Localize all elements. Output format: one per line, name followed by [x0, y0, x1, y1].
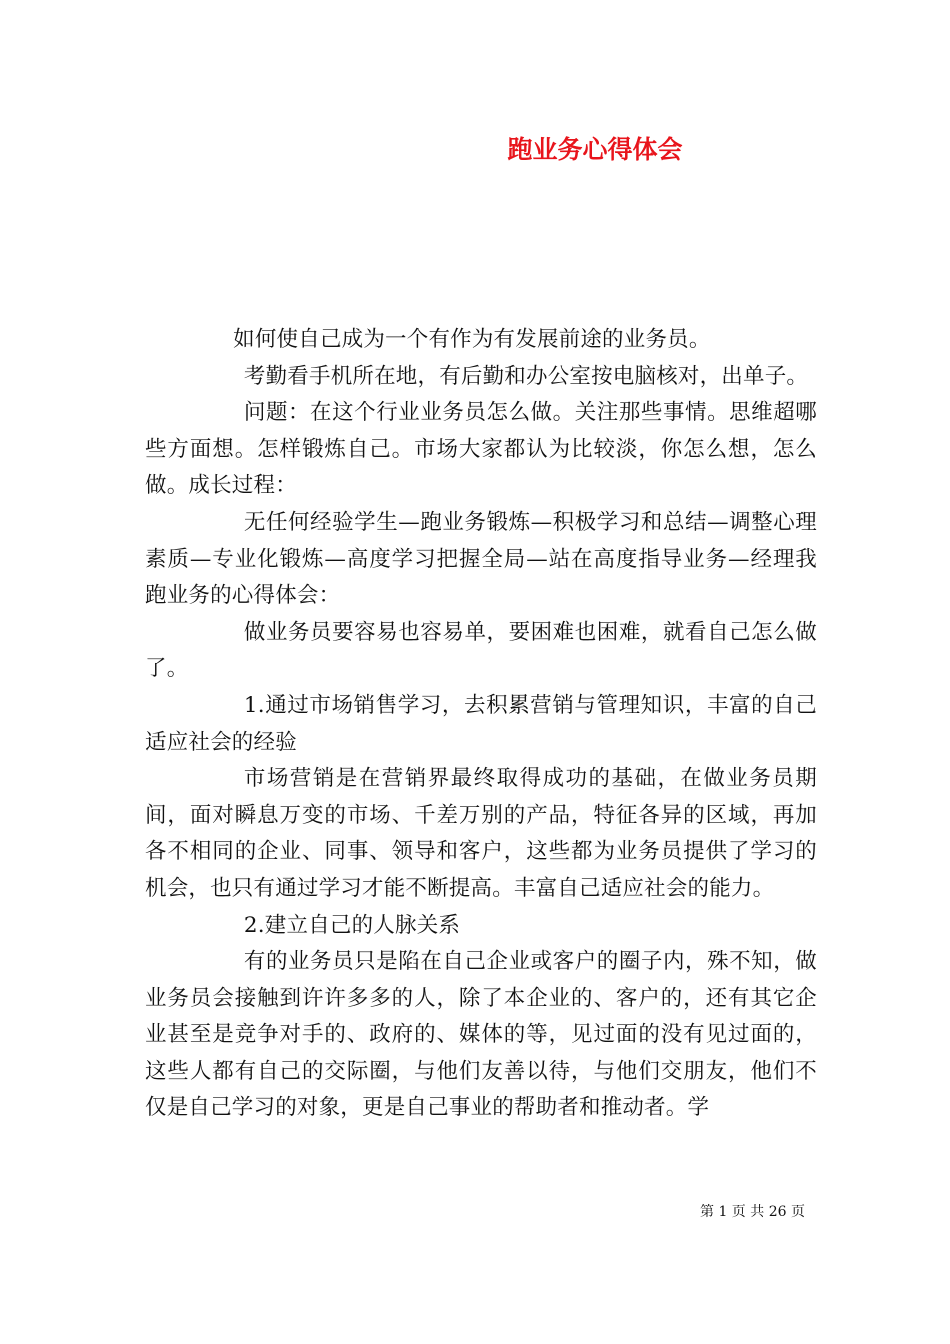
paragraph: 2.建立自己的人脉关系	[243, 912, 461, 938]
paragraph: 无任何经验学生—跑业务锻炼—积极学习和总结—调整心理素质—专业化锻炼—高度学习把握全局—站在高度指导业务—经理我跑业务的心得体会：	[145, 509, 817, 609]
paragraph: 如何使自己成为一个有作为有发展前途的业务员。	[233, 327, 711, 352]
document-title: 跑业务心得体会	[507, 135, 683, 164]
paragraph: 考勤看手机所在地，有后勤和办公室按电脑核对，出单子。	[243, 363, 809, 389]
paragraph: 1.通过市场销售学习，去积累营销与管理知识，丰富的自己适应社会的经验	[145, 692, 817, 755]
page-number-footer: 第 1 页 共 26 页	[700, 1204, 805, 1220]
document-body	[145, 322, 817, 1127]
paragraph: 有的业务员只是陷在自己企业或客户的圈子内，殊不知，做业务员会接触到许许多多的人，除了本企业的、客户的，还有其它企业甚至是竞争对手的、政府的、媒体的等，见过面的没有见过面的，这些人都有自己的交际圈，与他们友善以待，与他们交朋友，他们不仅是自己学习的对象，更是自己事业的帮助者和推动者。学	[145, 949, 817, 1121]
paragraph: 做业务员要容易也容易单，要困难也困难，就看自己怎么做了。	[145, 619, 817, 682]
paragraph: 市场营销是在营销界最终取得成功的基础，在做业务员期间，面对瞬息万变的市场、千差万别的产品，特征各异的区域，再加各不相同的企业、同事、领导和客户，这些都为业务员提供了学习的机会，也只有通过学习才能不断提高。丰富自己适应社会的能力。	[145, 766, 817, 901]
paragraph: 问题：在这个行业业务员怎么做。关注那些事情。思维超哪些方面想。怎样锻炼自己。市场大家都认为比较淡，你怎么想，怎么做。成长过程：	[145, 400, 817, 499]
